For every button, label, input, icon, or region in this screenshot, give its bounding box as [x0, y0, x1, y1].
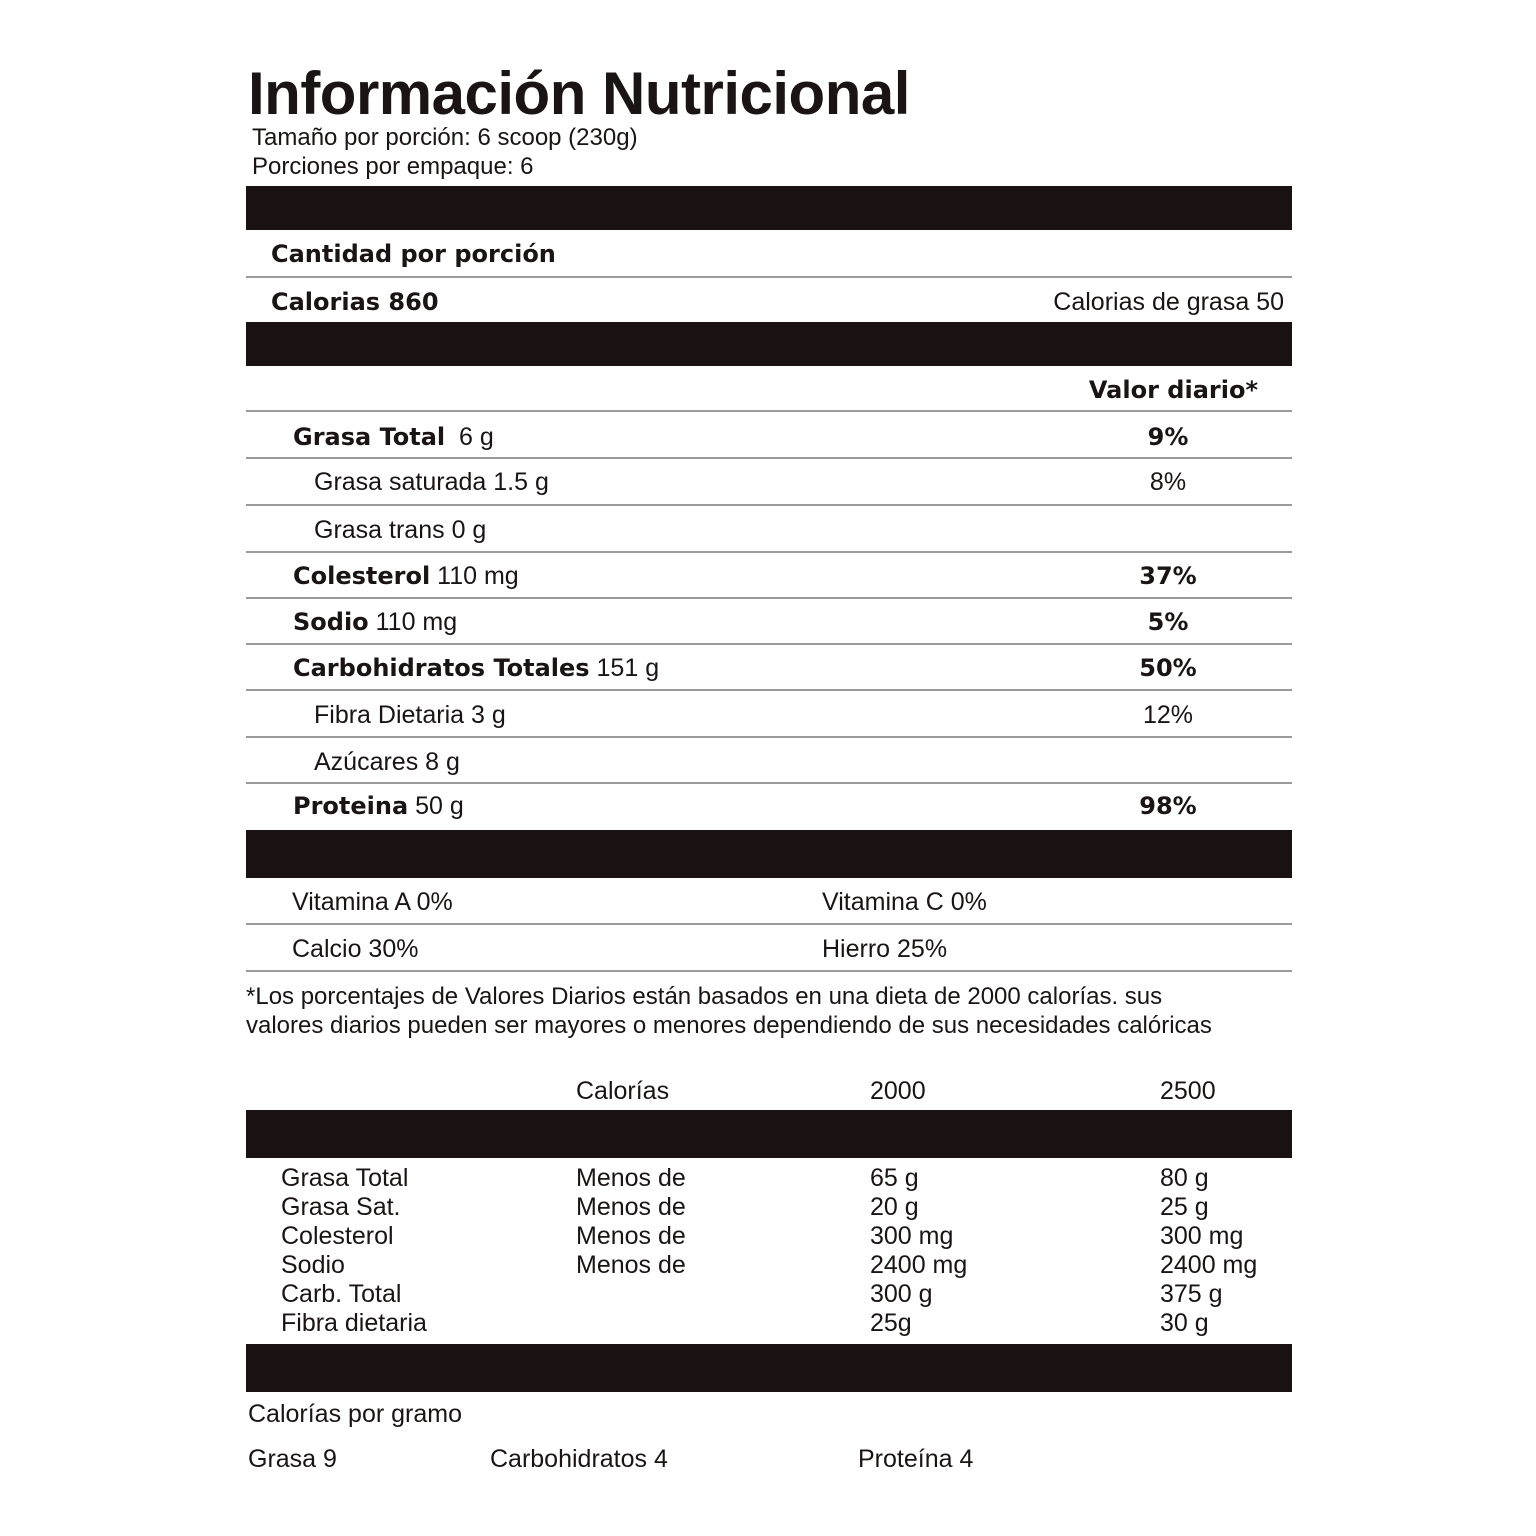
nutrient-row-grasa-total — [246, 412, 1292, 459]
nutrient-name: Colesterol — [293, 562, 431, 590]
nutrient-amount: 6 g — [459, 423, 494, 451]
nutrient-name: Grasa Total — [293, 423, 446, 451]
nutrient-pct: 9% — [1147, 423, 1189, 451]
reference-value-2000: 65 g — [870, 1164, 919, 1192]
reference-value-2000: 300 mg — [870, 1222, 954, 1250]
nutrient-amount: 1.5 g — [493, 468, 549, 496]
nutrient-name: Proteina — [293, 792, 409, 820]
footnote-line-2: valores diarios pueden ser mayores o menores dependiendo de sus necesidades calóricas — [246, 1012, 1212, 1039]
reference-value-2500: 375 g — [1160, 1280, 1223, 1308]
nutrient-name: Grasa trans — [314, 516, 445, 544]
amount-per-serving-row — [246, 230, 1292, 278]
nutrient-row-sodio — [246, 598, 1292, 645]
reference-nutrient: Sodio — [281, 1251, 345, 1279]
nutrient-row-grasa-saturada — [246, 459, 1292, 506]
calories-from-fat: Calorias de grasa 50 — [1053, 288, 1284, 316]
daily-value-header: Valor diario* — [1088, 376, 1258, 404]
reference-value-2000: 300 g — [870, 1280, 933, 1308]
reference-nutrient: Grasa Sat. — [281, 1193, 401, 1221]
footnote-line-1: *Los porcentajes de Valores Diarios están basados en una dieta de 2000 calorías. sus — [246, 983, 1163, 1010]
nutrient-pct: 5% — [1147, 608, 1189, 636]
divider-bar — [246, 1344, 1292, 1392]
calories-per-gram-protein: Proteína 4 — [858, 1445, 974, 1473]
calcium: Calcio 30% — [292, 935, 419, 963]
calories-per-gram-fat: Grasa 9 — [248, 1445, 337, 1473]
reference-value-2000: 2400 mg — [870, 1251, 968, 1279]
label-title: Información Nutricional — [248, 60, 910, 127]
reference-header-calories: Calorías — [576, 1077, 670, 1105]
nutrient-amount: 110 mg — [437, 562, 519, 590]
nutrient-amount: 151 g — [596, 654, 660, 682]
nutrient-name: Sodio — [293, 608, 369, 636]
nutrient-row-carbohidratos — [246, 644, 1292, 691]
nutrient-row-proteina — [246, 784, 1292, 830]
mineral-row — [246, 925, 1292, 972]
nutrient-name: Azúcares — [314, 748, 419, 776]
nutrient-row-grasa-trans — [246, 506, 1292, 553]
divider-bar — [246, 830, 1292, 878]
calories-per-gram-carbs: Carbohidratos 4 — [490, 1445, 668, 1473]
iron: Hierro 25% — [822, 935, 948, 963]
calories-label: Calorias 860 — [271, 288, 439, 316]
reference-value-2000: 25g — [870, 1309, 912, 1337]
vitamin-a: Vitamina A 0% — [292, 888, 453, 916]
nutrient-pct: 12% — [1142, 701, 1194, 729]
nutrient-name: Fibra Dietaria — [314, 701, 465, 729]
reference-header-2000: 2000 — [870, 1077, 926, 1105]
reference-value-2500: 80 g — [1160, 1164, 1209, 1192]
nutrient-amount: 110 mg — [375, 608, 458, 636]
nutrient-pct: 8% — [1149, 468, 1187, 496]
daily-value-header-row — [246, 366, 1292, 412]
nutrient-name: Carbohidratos Totales — [293, 654, 590, 682]
nutrient-row-azucares — [246, 737, 1292, 784]
reference-nutrient: Grasa Total — [281, 1164, 409, 1192]
reference-qualifier: Menos de — [576, 1164, 686, 1192]
nutrient-pct: 37% — [1139, 562, 1197, 590]
reference-nutrient: Carb. Total — [281, 1280, 402, 1308]
divider-bar — [246, 322, 1292, 366]
divider-bar — [246, 186, 1292, 230]
reference-nutrient: Colesterol — [281, 1222, 394, 1250]
calories-per-gram-label: Calorías por gramo — [248, 1400, 462, 1428]
calories-row — [246, 278, 1292, 324]
reference-qualifier: Menos de — [576, 1193, 686, 1221]
reference-header-2500: 2500 — [1160, 1077, 1216, 1105]
reference-value-2500: 300 mg — [1160, 1222, 1244, 1250]
reference-qualifier: Menos de — [576, 1222, 686, 1250]
nutrient-name: Grasa saturada — [314, 468, 487, 496]
nutrient-amount: 50 g — [415, 792, 464, 820]
reference-qualifier: Menos de — [576, 1251, 686, 1279]
serving-size: Tamaño por porción: 6 scoop (230g) — [252, 124, 638, 151]
reference-value-2500: 30 g — [1160, 1309, 1209, 1337]
reference-nutrient: Fibra dietaria — [281, 1309, 427, 1337]
nutrient-row-colesterol — [246, 552, 1292, 599]
divider-bar — [246, 1110, 1292, 1158]
vitamin-row — [246, 878, 1292, 925]
nutrient-pct: 98% — [1139, 792, 1197, 820]
reference-value-2500: 2400 mg — [1160, 1251, 1258, 1279]
nutrient-pct: 50% — [1139, 654, 1197, 682]
vitamin-c: Vitamina C 0% — [822, 888, 987, 916]
servings-per-container: Porciones por empaque: 6 — [252, 153, 534, 180]
reference-value-2000: 20 g — [870, 1193, 919, 1221]
amount-per-serving-label: Cantidad por porción — [271, 240, 556, 268]
nutrient-amount: 0 g — [451, 516, 487, 544]
nutrient-amount: 8 g — [425, 748, 460, 776]
reference-value-2500: 25 g — [1160, 1193, 1209, 1221]
nutrient-amount: 3 g — [471, 701, 506, 729]
nutrient-row-fibra — [246, 691, 1292, 738]
